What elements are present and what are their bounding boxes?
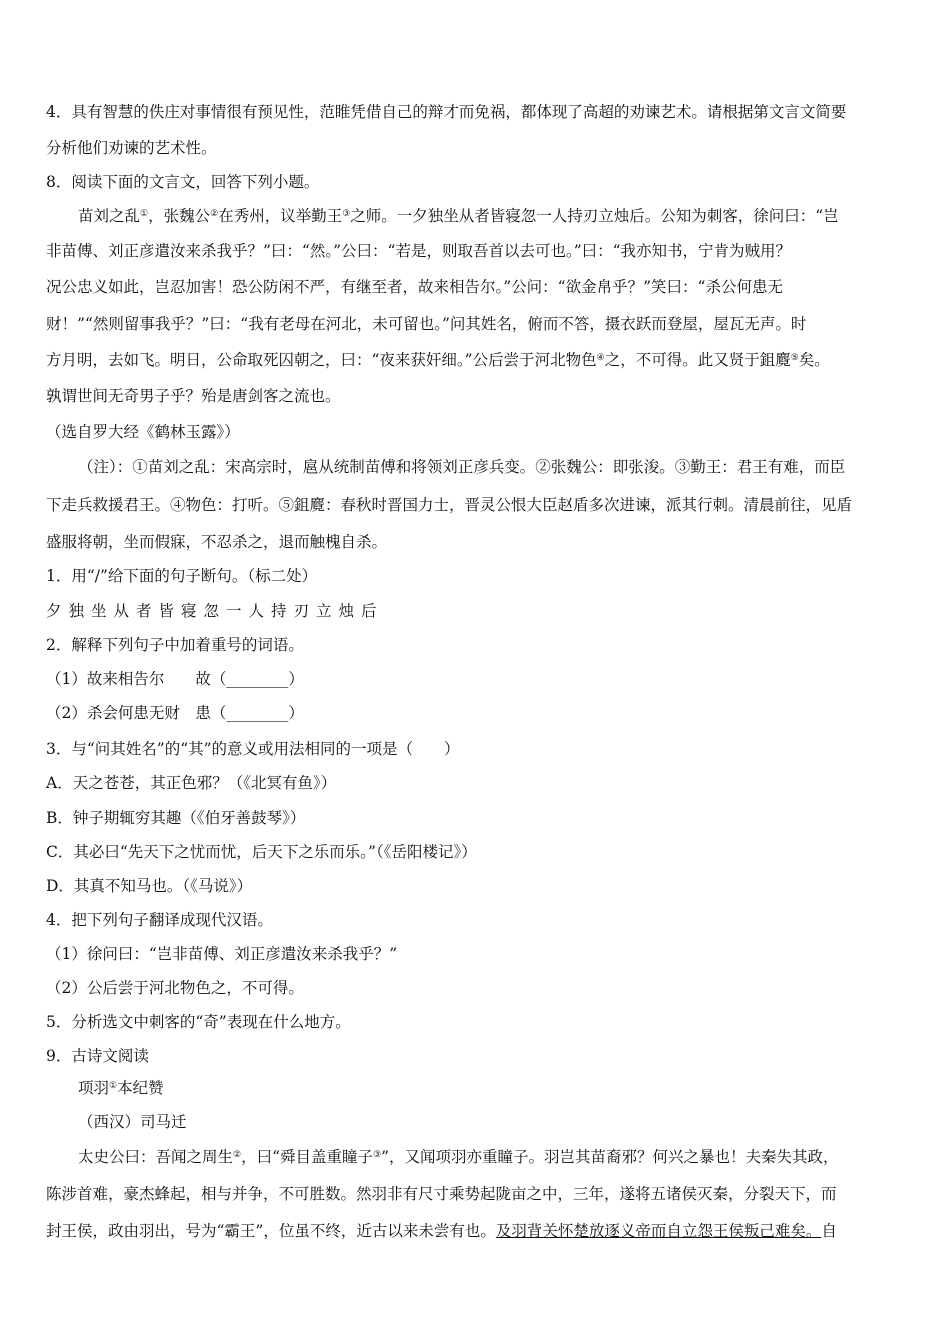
sub1-question: 1．用“/”给下面的句子断句。（标二处） [46, 567, 318, 585]
q9-passage-line1: 太史公曰：吾闻之周生②，曰“舜目盖重瞳子③”，又闻项羽亦重瞳子。羽岂其苗裔邪？何兴之暴也！夫秦失其政， [78, 1148, 839, 1166]
sub5-question: 5．分析选文中刺客的“奇”表现在什么地方。 [46, 1013, 351, 1031]
q9-author: （西汉）司马迁 [78, 1113, 187, 1131]
sub3-option-c: C．其必曰“先天下之忧而忧，后天下之乐而乐。”（《岳阳楼记》） [46, 843, 477, 861]
sub3-option-b: B．钟子期辄穷其趣（《伯牙善鼓琴》） [46, 809, 306, 827]
q8-passage-line3: 况公忠义如此，岂忍加害！恐公防闲不严，有继至者，故来相告尔。”公问：“欲金帛乎？”笑曰：“杀公何患无 [46, 278, 783, 296]
q8-passage-line5: 方月明，去如飞。明日，公命取死囚朝之，曰：“夜来获奸细。”公后尝于河北物色④之，不可得。此又贤于鉏麑⑤矣。 [46, 351, 830, 369]
q8-passage-line1: 苗刘之乱①，张魏公②在秀州，议举勤王③之师。一夕独坐从者皆寝忽一人持刃立烛后。公知为刺客，徐问曰：“岂 [78, 207, 839, 225]
sub3-option-d: D．其真不知马也。（《马说》） [46, 877, 253, 895]
sub4-question: 4．把下列句子翻译成现代汉语。 [46, 911, 273, 929]
q9-title: 项羽①本纪赞 [78, 1079, 164, 1097]
q8-passage-line6: 孰谓世间无奇男子乎？殆是唐剑客之流也。 [46, 387, 341, 405]
q8-heading: 8．阅读下面的文言文，回答下列小题。 [46, 173, 320, 191]
sub2-item-1: （1）故来相告尔 故（________） [46, 670, 304, 688]
sub2-item-2: （2）杀会何患无财 患（________） [46, 704, 304, 722]
sub4-item-2: （2）公后尝于河北物色之，不可得。 [46, 979, 304, 997]
q9-passage-line2: 陈涉首难，豪杰蜂起，相与并争，不可胜数。然羽非有尺寸乘势起陇亩之中，三年，遂将五诸侯灭秦，分裂天下，而 [46, 1185, 837, 1203]
sub3-question: 3．与“问其姓名”的“其”的意义或用法相同的一项是（ ） [46, 740, 460, 758]
q8-source: （选自罗大经《鹤林玉露》） [46, 423, 240, 441]
q9-heading: 9．古诗文阅读 [46, 1047, 149, 1065]
q4-prompt-line1: 4．具有智慧的佚庄对事情很有预见性，范睢凭借自己的辩才而免祸，都体现了高超的劝谏艺术。请根据第文言文简要 [46, 103, 847, 121]
sub2-question: 2．解释下列句子中加着重号的词语。 [46, 636, 304, 654]
sub1-sentence: 夕独坐从者皆寝忽一人持刃立烛后 [46, 602, 384, 620]
sub4-item-1: （1）徐问曰：“岂非苗傅、刘正彦遣汝来杀我乎？” [46, 945, 398, 963]
sub3-option-a: A．天之苍苍，其正色邪？（《北冥有鱼》） [46, 774, 337, 792]
q8-notes-line3: 盛服将朝，坐而假寐，不忍杀之，退而触槐自杀。 [46, 533, 388, 551]
q9-passage-line3: 封王侯，政由羽出，号为“霸王”，位虽不终，近古以来未尝有也。及羽背关怀楚放逐义帝而自立怨王侯叛己难矣。自 [46, 1222, 837, 1240]
q8-passage-line4: 财！”“然则留事我乎？”曰：“我有老母在河北，未可留也。”问其姓名，俯而不答，摄衣跃而登屋，屋瓦无声。时 [46, 315, 807, 333]
q4-prompt-line2: 分析他们劝谏的艺术性。 [46, 139, 217, 157]
q8-notes-line1: （注）：①苗刘之乱：宋高宗时，扈从统制苗傅和将领刘正彦兵变。②张魏公：即张浚。③勤王：君王有难，而臣 [78, 458, 846, 476]
q8-notes-line2: 下走兵救援君王。④物色：打听。⑤鉏麑：春秋时晋国力士，晋灵公恨大臣赵盾多次进谏，派其行刺。清晨前往，见盾 [46, 496, 853, 514]
q8-passage-line2: 非苗傅、刘正彦遣汝来杀我乎？”曰：“然。”公曰：“若是，则取吾首以去可也。”曰：“我亦知书，宁肯为贼用？ [46, 242, 792, 260]
underlined-sentence: 及羽背关怀楚放逐义帝而自立怨王侯叛己难矣。 [495, 1222, 822, 1240]
